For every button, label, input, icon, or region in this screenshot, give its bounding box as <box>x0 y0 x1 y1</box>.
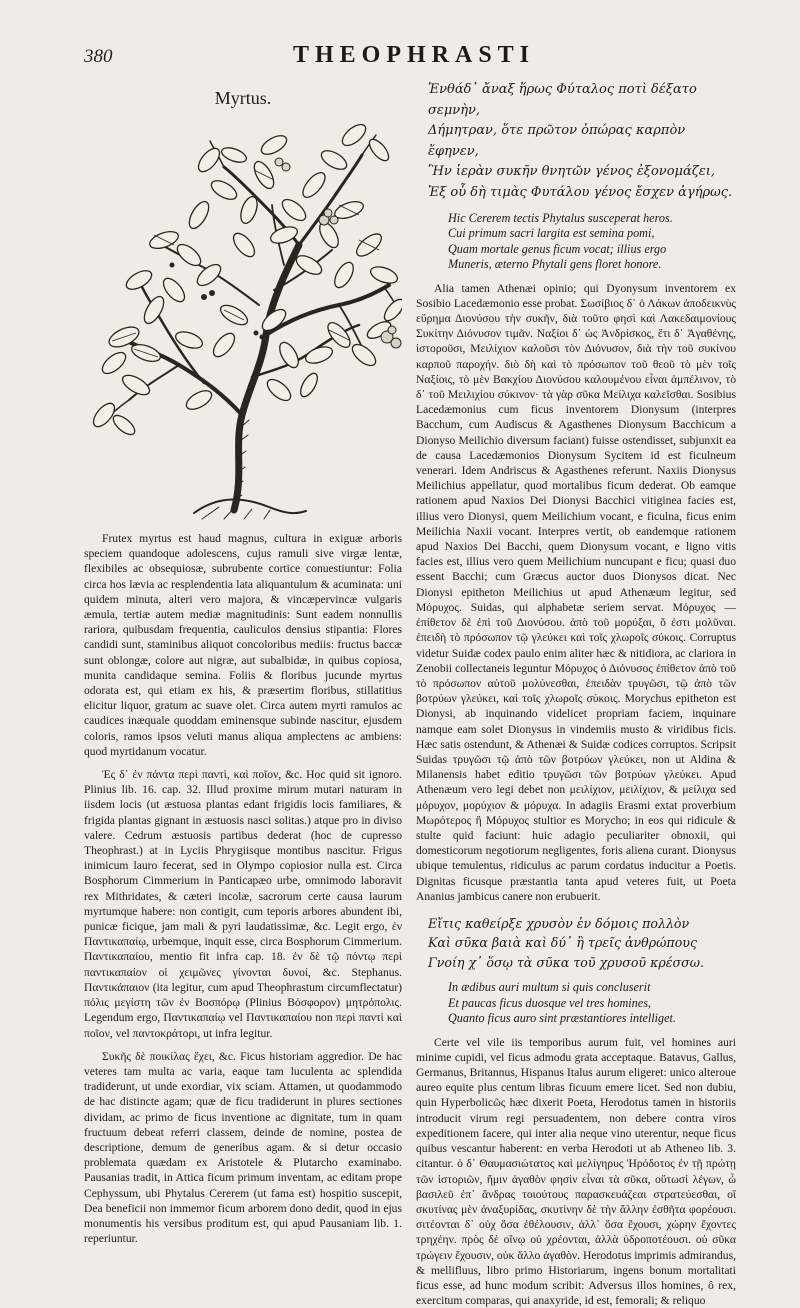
verse-line: Δήμητραν, ὅτε πρῶτον ὀπώρας καρπὸν ἔφηνεν, <box>428 123 686 159</box>
herodotus-paragraph: Certe vel vile iis temporibus aurum fuit, vel homines auri minime cupidi, vel ficus admodu grata acceptaque. Batavus, Gallus, Germanus, Britannus, Hispanus Italus aurum eligeret: unico alteroue aureo equite plus centum libras ficuum emere licet. Sed non dubiu, quin Hyperbolicῶς hæc dixerit Poeta, Herodotus tamen in historiis introducit virum regi persuadentem, non debere contra viros expeditionem facere, qui inter alia neque vino uterentur, neque ficus quibus vescantur haberent: en verba Herodoti ut ab Atheneo lib. 3. citantur. ὁ δ᾽ Θαυμασιώτατος καὶ μελίγηρυς Ἡρόδοτος ἐν τῇ πρώτῃ τῶν ἱστοριῶν, ἤμιν ἀγαθὸν φησὶν εἶναι τὰ σῦκα, οὕτωσί λέγων, ὦ βασιλεῦ ἐπ᾽ ἄνδρας τοιούτους παρασκευάζεαι στρατεύεσθαι, οἳ σκυτίνας μὲν ἀναξυρίδας, σκυτίνην δὲ τὴν ἄλλην ἐσθῆτα φορέουσι. σιτέονται δ᾽ οὐχ ὅσα ἐθέλουσιν, ἀλλ᾽ ὅσα ἔχουσι, χώρην ἔχοντες τρηχέην. πρὸς δὲ οἴνῳ οὐ χρέονται, ἀλλὰ ὑδροποτέουσι. οὐ σῦκα τρώγειν ἔχουσιν, οὐκ ἄλλο ἀγαθὸν. Herodotus imprimis admirandus, & mellifluus, libro primo Historiarum, ingens bonum mortalitati ficus esse, ad hunc modum scribit: Adversus illos homines, ô rex, exercitum comparas, qui anaxyride, id est, femorali; & reliquo <box>416 1035 736 1308</box>
verse-line: Καὶ σῦκα βαιὰ καὶ δύ᾽ ἢ τρεῖς ἀνθρώπους <box>428 935 698 951</box>
greek-epigram-ananius <box>416 914 736 973</box>
running-title: THEOPHRASTI <box>292 42 536 68</box>
verse-line: Ἣν ἱερὰν συκῆν θνητῶν γένος ἐξονομάζει, <box>428 164 716 179</box>
greek-epigram <box>416 80 736 203</box>
verse-line: Εἴτις καθείρξε χρυσὸν ἐν δόμοις πολλὸν <box>428 915 690 931</box>
verse-line: Cui primum sacri largita est semina pomi, <box>448 226 655 241</box>
commentary-paragraph: Ἐς δ᾽ ἐν πάντα περὶ παντὶ, καὶ ποῖον, &c. Hoc quid sit ignoro. Plinius lib. 16. cap. 32. Illud proxime mirum mutari naturam in iisdem locis (ut æstuosa plantas edant frigidis locis familiares, & frigida plantas gignant in æstuosis nasci solitas.) atque pro in diviso valere. Cedrum æstuosis partibus dederat (hoc de cupresso Theophrast.) at in Lyciis Phrygiisque montibus nascitur. Frigus inimicum lauro fecerat, sed in Olympo copiosior nulla est. Circa Bosphorum Cimmerium in Panticapæo urbe, omnimodo laboravit rex Mithridates, & cæteri incolæ, sacrorum certe causa laurum myrtumque habere: non contigit, cum teporis arbores abundent ibi, punicæ ficique, jam mali & pyri laudatissimæ, &c. Legit ergo, ἐν Παντικαπαίῳ, urbemque, inquit esse, circa Bosphorum Cimmerium. Παντικαπαίου, mentio fit infra cap. 18. ἐν δὲ τῷ πόντῳ περὶ παντικαπαίον οἱ χειμῶνες γίνονται δυνοί, &c. Stephanus. Παντικάπαιον (ita legitur, cum apud Theophrastum circumflectatur) πόλις μεγίστη τῶν ἐν Βοσπόρῳ (Plinius Βόσφορον) μητρόπολις. Legendum ergo, Παντικαπαίῳ vel Παντικαπαίου non περὶ παντὶ καὶ ποῖον, vel παντοκράτορι, ut infra legitur. <box>84 768 402 1040</box>
latin-translation <box>416 211 736 273</box>
verse-line: Hic Cererem tectis Phytalus susceperat heros. <box>448 211 673 225</box>
latin-translation-ananius <box>416 980 736 1026</box>
verse-line: Muneris, æterno Phytali gens floret honore. <box>448 257 662 272</box>
verse-line: Et paucas ficus duosque vel tres homines, <box>448 995 651 1010</box>
description-paragraph: Frutex myrtus est haud magnus, cultura in exiguæ arboris speciem quandoque adolescens, cujus ramuli sive virgæ lentæ, flexibiles ac obsequiosæ, subrubente cortice conuestiuntur: Folia circa hos lævia ac resplendentia lata aliquantulum & acuminata: uni quidem minuta, alteri vero majora, & vincæpervincæ vulgaris æmula, tertiæ autem mediæ magnitudinis: Sunt eadem nonnullis rariora, quibusdam frequentia, cauliculos densius stipantia: Flores candidi sunt, staminibus aliquot concoloribus mediis: fructus baccæ sunt oblongæ, colore aut nigræ, aut subalbidæ, in quibus copiosa, munita candidaque semina. Foliis & floribus jucunde myrtus odorata est, qui etiam ex his, & præsertim floribus, stillatitius elicitur liquor, gratum ac suave olet. Circa autem myrti ramulos ac caudices inæquale quoddam eminensque subinde nascitur, ejusdem coloris, ramos ipsos veluti manus aliqua amplectens ac ambiens: quod myrtidanum vocatur. <box>84 532 402 758</box>
fig-history-paragraph: Συκῆς δὲ ποικίλας ἔχει, &c. Ficus historiam aggredior. De hac veteres tam multa ac varia, eaque tam luculenta ac splendida tradiderunt, ut unde exordiar, vix sciam. Attamen, ut quodammodo de hac distincte agam; quæ de ficu tradiderunt in plures sectiones dividam, ac primo de ficus inventione ac dignitate, tum in quam fructuum debeat referri classem, deinde de nomine, postea de descriptione, demum de generibus agam. & si detur occasio problemata quædam ex Aristotele & Plutarcho examinabo. Pausanias tradit, in Attica ficum primum inventam, ac editam prope Cephyssum, ubi Phytalus Cererem (ut fama est) hospitio suscepit, Dea beneficii non immemor ficum arborem dono dedit, quod in ejus monumentis his versibus proditum est, qui apud Pausaniam lib. 1. reperiuntur. <box>84 1049 402 1246</box>
verse-line: Ἐξ οὗ δὴ τιμὰς Φυτάλου γένος ἔσχεν ἀγήρως. <box>428 184 733 200</box>
left-column <box>84 88 402 1246</box>
verse-line: Quanto ficus auro sint præstantiores intelliget. <box>448 1011 676 1026</box>
athenaeus-paragraph: Alia tamen Athenæi opinio; qui Dyonysum inventorem ex Sosibio Lacedæmonio esse probat. Σωσίβιος δ᾽ ὁ Λάκων ἀποδεικνὺς εὕρημα Διονύσου τὴν συκῆν, διὰ τοῦτο φησὶ καὶ Λακεδαιμονίους Συκίτην Διόνυσον τιμᾶν. Ναξίοι δ᾽ ὡς Ἀνδρίσκος, ἔτι δ᾽ Ἀγαθένης, ἱστοροῦσι, Μειλίχιον καλοῦσι τὸν Διόνυσον, διὰ τὴν τοῦ συκίνου καρποῦ παροχήν. διὸ δὴ καὶ τὸ πρόσωπον τοῦ θεοῦ τὸ μὲν τοῖς Ναξίοις, τὸ μὲν Βακχίου Διονύσου καλουμένου εἶναι ἀμπέλινον, τὸ δ᾽ τοῦ Μειλιχίου σύκινον· τὰ γὰρ σῦκα Μείλιχα καλεῖσθαι. Sosibius Lacedæmonius cum ficus inventorem Dionysum (interpres Bacchum, cum Audiscus & Agasthenes Dionysum Bacchicum a Dionyso Meilichio diversum faciant) fuisse ostendisset, subjunxit ea de causa Lacedæmonios Dionysum Sycitem id est ficulneum venerari. Idem Andriscus & Agasthenes referunt. Naxiis Dionysus Meilichius appellatur, quod mortalibus ficum dederat. Ob eamque rationem apud Naxios Dei Dionysi Bacchici vitiginea facies est, illius vero Dionysi, quem Meilichium vocant, e ficulna, ficus enim Meilichia Naxii vocant. Interpres vertit, ob eandemque rationem apud Naxios Dei Bacchi, quem Dionysum vocant, e ligno vitis facies est, illius vero quem Meilichium nuncupant e ficu; quasi duo essent Bacchi; cum Græcus auctor duos Dionysos dicat. Nec Dionysi epitheton Meilichius ut apud Athenæum legitur, sed Μόρυχος. Suidas, qui alphabetæ seriem servat. Μόρυχος — ἐπίθετον δὲ ἐπὶ τοῦ Διονύσου. ἀπὸ τοῦ μορύξαι, ὅ ἐστι μολῦναι. ἐπειδὴ τὸ πρόσωπον τῷ γλεύκει καὶ τοῖς χλωροῖς σύκοις. Corruptus videtur Suidæ codex paulo enim aliter hæc & nitidiora, ac clariora in Zenobii collectaneis leguntur Μόρυχος ὁ Διόνυσος ἐπίθετον ἀπὸ τοῦ τὸ πρόσωπον αὐτοῦ μολύνεσθαι, ἐπειδὰν τρυγῶσι, τῷ ἀπὸ τῶν βοτρύων γλεύκει, καὶ τοῖς χλωροῖς σύκοις. Morychus epitheton est Dionysi, ab inquinando videlicet propriam faciem, inquinare namque eam solet Dionysus in vindemiis musto & viridibus ficis. Hæc satis ostendunt, & Athenæi & Suidæ codices corruptos. Scripsit Suidas τρυγῶσι τῷ ἀπὸ τῶν βοτρύων γλεύκει, non ut Aldina & Milanensis habet editio τρυγῶσι τῶν βοτρύων γλεύκει. Apud Athenæum vero legi debet non μειλίχιον, μειλίχιον, & μείλιχα sed μόρυχον, μορύχιον & μόρυχα. In adagiis Erasmi extat proverbium Μωρότερος ἢ Μόρυχος stultior es Morycho; in eos qui ridicule & stulte quid faciunt: huic adagio peculiariter obnoxii, qui domesticorum negotiorum negligentes, foris aliena curant. Dionysus ubique temulentus, ridiculus ac parum cordatus inducitur a Poetis. Dignitas ficusque præstantia tanta apud veteres fuit, ut Poeta Ananius jambicus canere non erubuerit. <box>416 281 736 903</box>
page-number: 380 <box>84 46 113 67</box>
verse-line: Γνοίη χ᾽ ὅσῳ τὰ σῦκα τοῦ χρυσοῦ κρέσσω. <box>428 954 704 970</box>
right-column <box>416 80 736 1308</box>
running-header <box>84 42 744 72</box>
plate-title: Myrtus. <box>214 88 272 108</box>
myrtle-shrub-woodcut <box>84 115 402 525</box>
verse-line: Quam mortale genus ficum vocat; illius ergo <box>448 241 667 256</box>
verse-line: In ædibus auri multum si quis concluserit <box>448 980 651 995</box>
verse-line: Ἐνθάδ᾽ ἄναξ ἥρως Φύταλος ποτὶ δέξατο σεμνὴν, <box>428 82 697 118</box>
